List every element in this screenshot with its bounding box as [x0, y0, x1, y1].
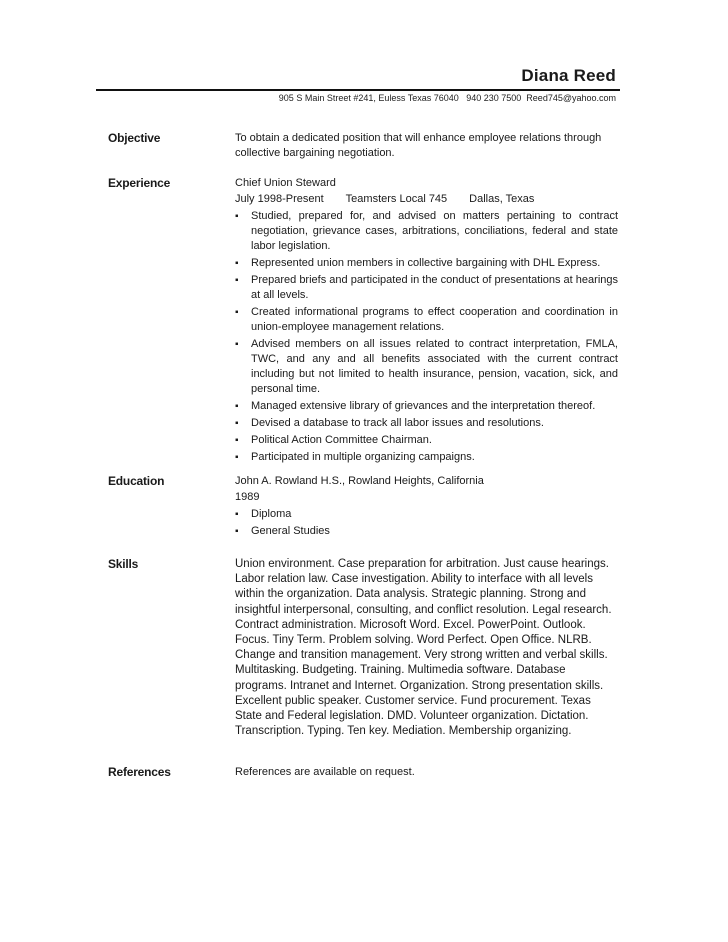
- job-meta: [235, 192, 618, 207]
- graduation-year: 1989: [235, 491, 260, 503]
- references-heading: References: [108, 765, 171, 779]
- list-item: ▪ Studied, prepared for, and advised on matters pertaining to contract negotiation, grievance cases, arbitrations, conciliations, federal and state labor legislation.: [235, 209, 618, 254]
- education-bullets: [235, 507, 618, 539]
- objective-text: To obtain a dedicated position that will enhance employee relations through collective bargaining negotiation.: [235, 132, 602, 159]
- job-org: Teamsters Local 745: [345, 193, 448, 205]
- contact-line: 905 S Main Street #241, Euless Texas 76040 940 230 7500 Reed745@yahoo.com: [278, 93, 616, 103]
- list-item: ▪ Created informational programs to effect cooperation and coordination in union-employee management relations.: [235, 305, 618, 335]
- list-item: ▪ Devised a database to track all labor issues and resolutions.: [235, 416, 618, 431]
- job-location: Dallas, Texas: [469, 193, 535, 205]
- education-section: [235, 474, 618, 539]
- experience-bullets: [235, 209, 618, 465]
- objective-heading: Objective: [108, 131, 161, 145]
- list-item: ▪ Represented union members in collective bargaining with DHL Express.: [235, 256, 618, 271]
- education-heading: Education: [108, 474, 165, 488]
- list-item: ▪ Political Action Committee Chairman.: [235, 433, 618, 448]
- experience-heading: Experience: [108, 176, 171, 190]
- skills-heading: Skills: [108, 557, 139, 571]
- list-item: ▪ Prepared briefs and participated in the conduct of presentations at hearings at all levels.: [235, 273, 618, 303]
- list-item: ▪ Managed extensive library of grievances and the interpretation thereof.: [235, 399, 618, 414]
- header-divider: [96, 89, 620, 91]
- experience-section: [235, 176, 618, 465]
- applicant-name: Diana Reed: [521, 66, 616, 85]
- skills-text: Union environment. Case preparation for arbitration. Just cause hearings. Labor relation law. Case investigation. Ability to interface with all levels within the organization. Data analysis. Strategic planning. Strong and insightful interpersonal, consulting, and conflict resolution. Legal research. Contract administration. Microsoft Word. Excel. PowerPoint. Outlook. Focus. Tiny Term. Problem solving. Word Perfect. Open Office. NLRB. Change and transition management. Very strong written and verbal skills. Multitasking. Budgeting. Training. Multimedia software. Database programs. Intranet and Internet. Organization. Strong presentation skills. Excellent public speaker. Customer service. Fund procurement. Texas State and Federal legislation. DMD. Volunteer organization. Dictation. Transcription. Typing. Ten key. Mediation. Membership organizing.: [235, 558, 612, 738]
- job-dates: July 1998-Present: [235, 193, 324, 205]
- references-text: References are available on request.: [235, 766, 415, 778]
- job-title: Chief Union Steward: [235, 177, 336, 189]
- list-item: ▪ Participated in multiple organizing campaigns.: [235, 450, 618, 465]
- school-name: John A. Rowland H.S., Rowland Heights, California: [235, 475, 484, 487]
- list-item: ▪ General Studies: [235, 524, 618, 539]
- list-item: ▪ Advised members on all issues related to contract interpretation, FMLA, TWC, and any and all benefits associated with the current contract including but not limited to health insurance, pension, vacation, sick, and personal time.: [235, 337, 618, 397]
- list-item: ▪ Diploma: [235, 507, 618, 522]
